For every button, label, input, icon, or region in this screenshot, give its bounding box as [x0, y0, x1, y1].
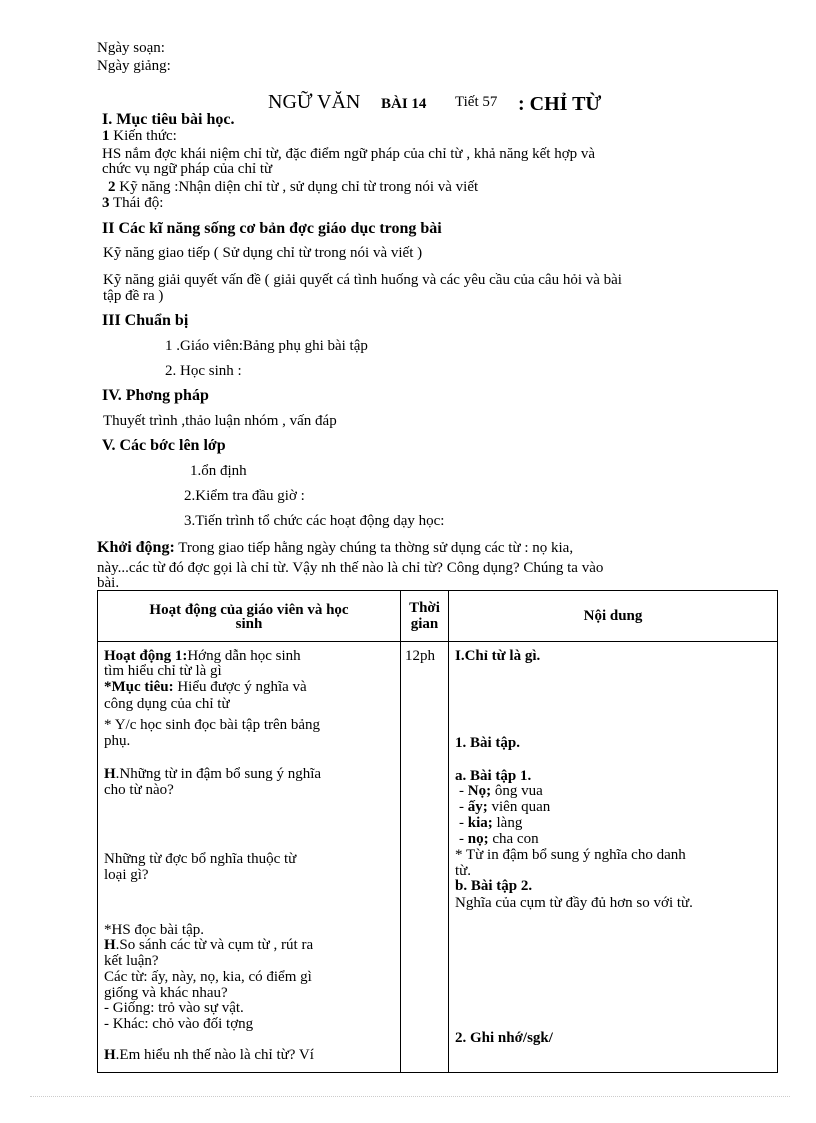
- objective-line: [104, 679, 307, 695]
- request-2: phụ.: [104, 733, 131, 749]
- difference-text: - Khác: chỏ vào đối tợng: [104, 1016, 254, 1032]
- knowledge-line: [102, 128, 177, 144]
- prep-teacher: 1 .Giáo viên:Bảng phụ ghi bài tập: [165, 338, 368, 354]
- question-3-marker: H: [104, 937, 116, 953]
- skill-item-2-line2: tập đề ra ): [103, 288, 164, 304]
- section3-heading: III Chuẩn bị: [102, 312, 189, 329]
- page-footer-divider: [30, 1096, 790, 1097]
- table-header-row: [98, 591, 778, 642]
- skill-line: [108, 179, 478, 195]
- activity-cell: [98, 642, 401, 1073]
- knowledge-text-1: HS nắm đợc khái niệm chỉ từ, đặc điểm ngữ pháp của chỉ từ , khả năng kết hợp và: [102, 146, 596, 162]
- activity-1-text-2: tìm hiểu chỉ từ là gì: [104, 663, 222, 679]
- activity-1-line: [104, 648, 301, 664]
- content-heading: I.Chỉ từ là gì.: [455, 648, 541, 664]
- exercise-1-item-2-bold: ấy;: [467, 799, 488, 815]
- objective-label: *Mục tiêu:: [104, 679, 174, 695]
- similarity-text: - Giống: trỏ vào sự vật.: [104, 1000, 244, 1016]
- prep-student: 2. Học sinh :: [165, 363, 242, 379]
- title-subject: NGỮ VĂN: [268, 91, 361, 113]
- question-1-text-2: cho từ nào?: [104, 782, 174, 798]
- exercise-1-note: * Từ in đậm bổ sung ý nghĩa cho danh: [455, 847, 686, 863]
- question-5-marker: H: [104, 1047, 116, 1063]
- exercise-1-item: - Nọ; ông vua: [459, 783, 543, 799]
- section1-heading: I. Mục tiêu bài học.: [102, 111, 235, 128]
- knowledge-num: 1: [102, 128, 110, 144]
- exercise-1-item-3-text: làng: [492, 815, 523, 831]
- question-3-line: [104, 937, 313, 953]
- objective-text-2: công dụng của chỉ từ: [104, 696, 230, 712]
- col-time-header-1: Thời: [409, 600, 440, 616]
- activity-1-text: Hớng dẫn học sinh: [187, 648, 301, 664]
- exercise-2-heading: b. Bài tập 2.: [455, 878, 533, 894]
- col-activity-header-2: sinh: [235, 618, 263, 630]
- col-time-header: [401, 591, 449, 642]
- question-2-text: Những từ đợc bổ nghĩa thuộc từ: [104, 851, 297, 867]
- warmup-label: Khởi động:: [97, 539, 175, 556]
- title-period: Tiết 57: [455, 94, 498, 110]
- section2-heading: II Các kĩ năng sống cơ bản đợc giáo dục trong bài: [102, 220, 442, 237]
- skill-text: Kỹ năng :Nhận diện chỉ từ , sử dụng chỉ từ trong nói và viết: [119, 179, 479, 195]
- activity-1-label: Hoạt động 1:: [104, 648, 188, 664]
- exercise-heading: 1. Bài tập.: [455, 735, 521, 751]
- exercise-1-note-2: từ.: [455, 863, 472, 879]
- knowledge-label: Kiến thức:: [113, 128, 177, 144]
- exercise-1-item-1-text: ông vua: [491, 783, 543, 799]
- question-4-text: Các từ: ấy, này, nọ, kia, có điểm gì: [104, 969, 312, 985]
- col-activity-header-1: Hoạt động của giáo viên và học: [149, 602, 349, 618]
- exercise-1-item-4-text: cha con: [488, 831, 539, 847]
- attitude-num: 3: [102, 195, 110, 211]
- skill-item-2-line1: Kỹ năng giải quyết vấn đề ( giải quyết cá tình huống và các yêu cầu của câu hỏi và bài: [103, 272, 622, 288]
- exercise-1-item-2-text: viên quan: [487, 799, 551, 815]
- title-topic: : CHỈ TỪ: [518, 93, 602, 115]
- section4-heading: IV. Phơng pháp: [102, 387, 209, 404]
- col-time-header-2: gian: [410, 616, 439, 632]
- question-5-line: [104, 1047, 314, 1063]
- question-1-marker: H: [104, 766, 116, 782]
- question-4-text-2: giống và khác nhau?: [104, 985, 228, 1001]
- lesson-table: [97, 590, 778, 1073]
- exercise-1-heading: a. Bài tập 1.: [455, 768, 532, 784]
- section5-heading: V. Các bớc lên lớp: [102, 437, 226, 454]
- exercise-1-item: - nọ; cha con: [459, 831, 539, 847]
- exercise-2-text: Nghĩa của cụm từ đầy đủ hơn so với từ.: [455, 895, 693, 911]
- question-3-text: .So sánh các từ và cụm từ , rút ra: [115, 937, 314, 953]
- col-activity-header: [98, 591, 401, 642]
- attitude-line: [102, 195, 163, 211]
- content-cell: [449, 642, 778, 1073]
- time-cell: [401, 642, 449, 1073]
- skill-item-1: Kỹ năng giao tiếp ( Sử dụng chỉ từ trong nói và viết ): [103, 245, 423, 261]
- exercise-1-item-1-bold: Nọ;: [467, 783, 492, 799]
- summary-note: 2. Ghi nhớ/sgk/: [455, 1030, 553, 1046]
- warmup-line-1: [97, 540, 573, 556]
- exercise-1-item: - kia; làng: [459, 815, 523, 831]
- question-5-text: .Em hiểu nh thế nào là chỉ từ? Ví: [115, 1047, 314, 1063]
- attitude-label: Thái độ:: [112, 195, 164, 211]
- time-value: 12ph: [405, 648, 435, 664]
- skill-num: 2: [108, 179, 116, 195]
- date-prepared: Ngày soạn:: [97, 40, 165, 56]
- student-reads: *HS đọc bài tập.: [104, 922, 204, 938]
- exercise-1-item-3-bold: kia;: [467, 815, 493, 831]
- step-3: 3.Tiến trình tổ chức các hoạt động dạy học:: [184, 513, 445, 529]
- date-taught: Ngày giảng:: [97, 58, 171, 74]
- objective-text: Hiểu được ý nghĩa và: [173, 679, 307, 695]
- question-1-line: [104, 766, 321, 782]
- knowledge-text-2: chức vụ ngữ pháp của chỉ từ: [102, 161, 273, 177]
- warmup-text-1: Trong giao tiếp hằng ngày chúng ta thờng sử dụng các từ : nọ kia,: [178, 540, 574, 556]
- warmup-text-3: bài.: [97, 575, 120, 591]
- question-3-text-2: kết luận?: [104, 953, 159, 969]
- warmup-text-2: này...các từ đó đợc gọi là chỉ từ. Vậy nh thế nào là chỉ từ? Công dụng? Chúng ta vào: [97, 560, 604, 576]
- question-2-text-2: loại gì?: [104, 867, 149, 883]
- method-text: Thuyết trình ,thảo luận nhóm , vấn đáp: [103, 413, 337, 429]
- exercise-1-item: - ấy; viên quan: [459, 799, 551, 815]
- request-1: * Y/c học sinh đọc bài tập trên bảng: [104, 717, 321, 733]
- col-content-header: Nội dung: [449, 591, 778, 642]
- title-lesson: BÀI 14: [381, 96, 427, 112]
- table-row: [98, 642, 778, 1073]
- exercise-1-item-4-bold: nọ;: [467, 831, 489, 847]
- step-1: 1.ổn định: [190, 463, 247, 479]
- step-2: 2.Kiểm tra đầu giờ :: [184, 488, 305, 504]
- question-1-text: .Những từ in đậm bổ sung ý nghĩa: [115, 766, 322, 782]
